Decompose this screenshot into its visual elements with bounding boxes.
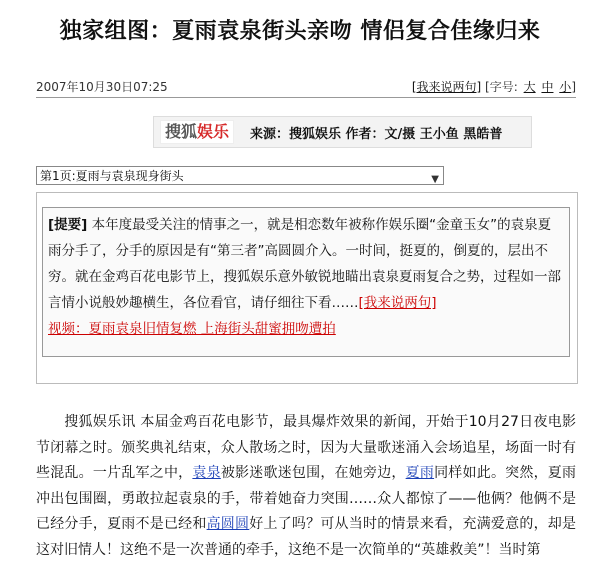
body-text-4: 好上了吗？可从当时的情景来看，充满爱意的，却是这对旧情人！这绝不是一次普通的牵手，这绝不是一次简单的“英雄救美”！当时第 xyxy=(36,516,577,558)
comment-link[interactable]: [我来说两句] xyxy=(411,80,482,94)
publish-date: 2007年10月30日07:25 xyxy=(36,80,168,94)
divider xyxy=(36,97,576,98)
body-text-2: 被影迷歌迷包围，在她旁边， xyxy=(220,465,406,481)
article-body xyxy=(36,410,576,563)
font-size-medium-link[interactable]: 中 xyxy=(541,80,554,94)
article-meta xyxy=(36,78,576,96)
logo-text-1: 搜狐 xyxy=(165,122,198,141)
person-link-xiayu[interactable]: 夏雨 xyxy=(405,465,435,481)
font-size-close: ] xyxy=(571,80,576,94)
sohu-ent-logo xyxy=(160,120,234,144)
page-select-value: 第1页:夏雨与袁泉现身街头 xyxy=(40,169,184,183)
summary-comment-link[interactable]: [我来说两句] xyxy=(358,295,437,311)
person-link-yuanquan[interactable]: 袁泉 xyxy=(192,465,221,481)
meta-actions xyxy=(412,78,576,95)
source-box xyxy=(153,116,532,148)
video-link[interactable]: 视频：夏雨袁泉旧情复燃 上海街头甜蜜拥吻遭拍 xyxy=(48,321,336,337)
summary-text: 本年度最受关注的情事之一，就是相恋数年被称作娱乐圈“金童玉女”的袁泉夏雨分手了，分手的原因是有“第三者”高圆圆介入。一时间，挺夏的，倒夏的，层出不穷。就在金鸡百花电影节上，搜狐娱乐意外敏锐地瞄出袁泉夏雨复合之势，过程如一部言情小说般妙趣横生，各位看官，请仔细往下看…… xyxy=(48,217,561,311)
source-author: 来源：搜狐娱乐 作者：文/摄 王小鱼 黑皓普 xyxy=(250,127,503,142)
body-text-3: 同样如此。突然，夏雨冲出包围圈，勇敢拉起袁泉的手，带着她奋力突围……众人都惊了——他俩？他俩不是已经分手，夏雨不是已经和 xyxy=(36,465,577,532)
summary-panel xyxy=(36,192,578,384)
summary-content xyxy=(48,212,562,342)
summary-tag: [提要] xyxy=(48,217,88,233)
body-text-1: 搜狐娱乐讯 本届金鸡百花电影节，最具爆炸效果的新闻，开始于10月27日夜电影节闭幕之时。颁奖典礼结束，众人散场之时，因为大量歌迷涌入会场追星，场面一时有些混乱。一片乱军之中， xyxy=(36,414,576,481)
logo-text-2: 娱乐 xyxy=(197,122,230,141)
font-size-label: [字号: xyxy=(485,80,518,94)
article-headline: 独家组图：夏雨袁泉街头亲吻 情侣复合佳缘归来 xyxy=(59,19,541,44)
chevron-down-icon: ▼ xyxy=(431,174,439,185)
font-size-small-link[interactable]: 小 xyxy=(559,80,572,94)
font-size-large-link[interactable]: 大 xyxy=(523,80,536,94)
page-select-dropdown[interactable] xyxy=(36,166,444,185)
summary-box xyxy=(42,207,570,357)
person-link-gaoyuanyuan[interactable]: 高圆圆 xyxy=(206,516,250,532)
